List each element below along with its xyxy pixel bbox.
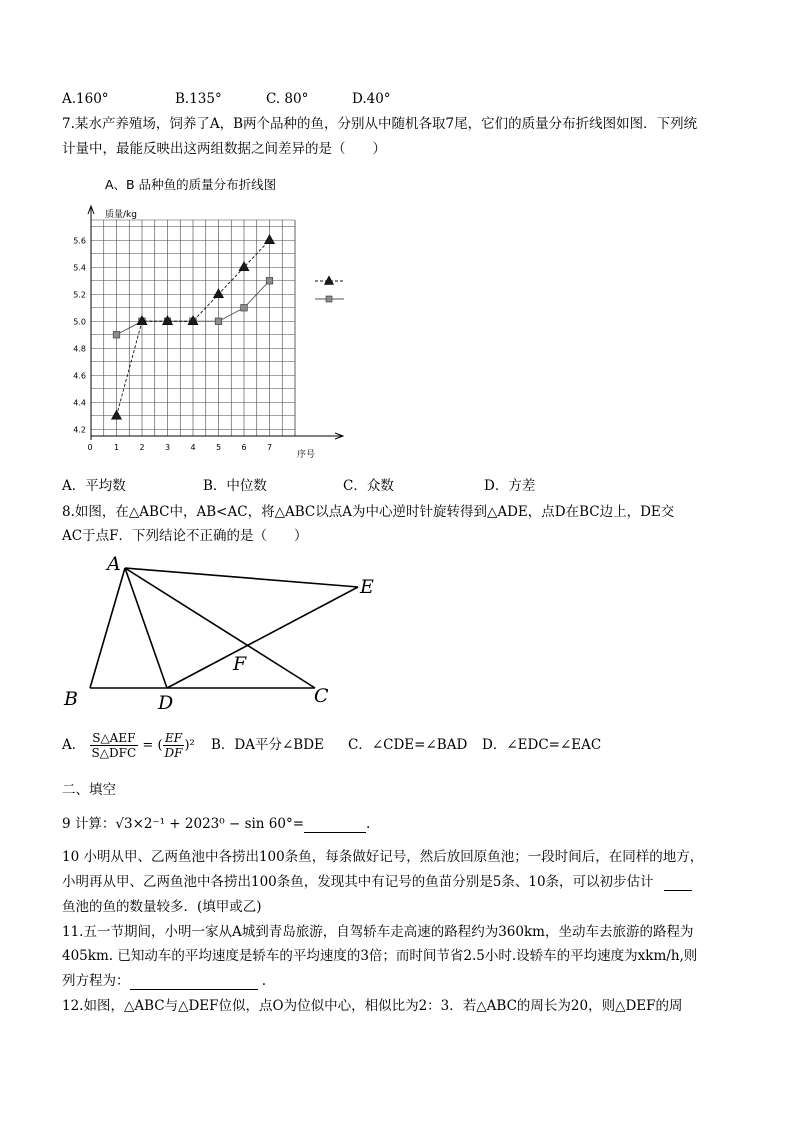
segment-ad xyxy=(125,568,167,688)
chart-title: A、B 品种鱼的质量分布折线图 xyxy=(105,177,277,192)
q8-option-b: B．DA平分∠BDE xyxy=(211,737,324,753)
label-f: F xyxy=(233,653,247,675)
q9-answer-blank[interactable] xyxy=(304,832,366,833)
y-tick-label: 4.4 xyxy=(73,398,86,408)
q11-line3-end: . xyxy=(261,973,267,989)
section-heading: 二、填空 xyxy=(62,782,116,798)
q6-option-a: A.160° xyxy=(62,91,109,107)
series-b-point xyxy=(215,318,222,325)
segment-ac xyxy=(125,568,315,688)
label-a: A xyxy=(107,553,121,575)
q8-option-a-prefix: A． xyxy=(62,737,86,753)
q10-line3: 鱼池的鱼的数量较多．(填甲或乙) xyxy=(62,899,262,915)
chart-xlabel: 序号 xyxy=(297,450,316,460)
q8-option-a-rhs-num: EF xyxy=(163,731,185,746)
y-tick-label: 4.8 xyxy=(73,344,86,354)
q7-option-a: A．平均数 xyxy=(62,478,126,494)
segment-de xyxy=(167,587,358,688)
x-tick-label: 1 xyxy=(113,443,120,452)
q9-line: 9 计算：√3×2⁻¹ + 2023⁰ − sin 60°= . xyxy=(62,816,371,832)
segment-ae xyxy=(125,568,358,587)
q11-answer-blank[interactable] xyxy=(130,989,258,990)
q10-line2: 小明再从甲、乙两鱼池中各捞出100条鱼，发现其中有记号的鱼苗分别是5条、10条，可以初步估计 xyxy=(62,874,654,890)
q10-line2-wrap xyxy=(62,873,692,891)
q7-option-d: D．方差 xyxy=(484,478,536,494)
q9-text: 9 计算：√3×2⁻¹ + 2023⁰ − sin 60°= xyxy=(62,816,305,832)
q6-option-b: B.135° xyxy=(175,91,222,107)
q11-line1: 11.五一节期间，小明一家从A城到青岛旅游，自驾轿车走高速的路程约为360km，坐动车去旅游的路程为 xyxy=(62,924,694,940)
y-tick-label: 5.2 xyxy=(73,290,86,300)
x-tick-label: 3 xyxy=(164,443,171,452)
y-tick-label: 5.0 xyxy=(73,317,86,327)
legend-b-marker xyxy=(326,296,332,302)
q8-option-d: D．∠EDC=∠EAC xyxy=(482,737,602,753)
q11-line3-wrap xyxy=(62,972,266,990)
y-tick-label: 4.6 xyxy=(73,371,86,381)
x-tick-label: 2 xyxy=(139,443,145,452)
series-a-point xyxy=(265,235,275,244)
q11-line2: 405km. 已知动车的平均速度是轿车的平均速度的3倍；而时间节省2.5小时.设轿车的平均速度为xkm/h,则 xyxy=(62,948,698,964)
label-d: D xyxy=(158,692,174,713)
q11-line3: 列方程为： xyxy=(62,973,130,989)
q7-option-b: B．中位数 xyxy=(203,478,267,494)
series-a-point xyxy=(112,410,122,419)
x-tick-label: 6 xyxy=(241,443,247,452)
y-tick-label: 5.6 xyxy=(73,236,86,246)
q8-stem-line1: 8.如图，在△ABC中，AB<AC，将△ABC以点A为中心逆时针旋转得到△ADE，点D在BC边上，DE交 xyxy=(62,504,675,520)
label-c: C xyxy=(314,685,329,707)
q8-option-a-lhs-num: S△AEF xyxy=(90,731,139,746)
q8-option-a: A． $\frac{\text{S△AEF}}{\text{S△DFC}}$ = ( $\frac{EF}{DF}$ )² xyxy=(62,731,195,760)
q7-stem-line2: 计量中，最能反映出这两组数据之间差异的是（ ） xyxy=(62,141,386,157)
legend-a-marker xyxy=(325,276,334,285)
q12-line1: 12.如图，△ABC与△DEF位似，点O为位似中心，相似比为2：3．若△ABC的周长为20，则△DEF的周 xyxy=(62,998,683,1014)
x-tick-label: 5 xyxy=(215,443,222,452)
q10-answer-blank[interactable] xyxy=(664,890,692,891)
q10-line1: 10 小明从甲、乙两鱼池中各捞出100条鱼，每条做好记号，然后放回原鱼池；一段时间后，在同样的地方， xyxy=(62,849,704,865)
q6-option-d: D.40° xyxy=(352,91,391,107)
triangle-figure xyxy=(60,548,390,713)
series-b-point xyxy=(113,331,120,338)
x-tick-label: 4 xyxy=(190,443,196,452)
y-tick-label: 4.2 xyxy=(73,425,86,435)
fish-mass-line-chart xyxy=(60,168,360,468)
series-a-point xyxy=(239,262,249,271)
x-tick-label: 0 xyxy=(87,443,93,452)
x-tick-label: 7 xyxy=(266,443,273,452)
label-e: E xyxy=(360,576,374,598)
label-b: B xyxy=(64,688,78,710)
q8-option-a-rhs-den: DF xyxy=(164,746,183,760)
q6-option-c: C. 80° xyxy=(266,91,309,107)
q8-stem-line2: AC于点F．下列结论不正确的是（ ） xyxy=(62,528,308,544)
series-b-point xyxy=(266,277,273,284)
q7-option-c: C．众数 xyxy=(343,478,394,494)
chart-ylabel: 质量/kg xyxy=(105,210,137,220)
series-b-point xyxy=(241,304,248,311)
segment-ab xyxy=(90,568,125,688)
q8-option-c: C．∠CDE=∠BAD xyxy=(348,737,468,753)
y-tick-label: 5.4 xyxy=(73,263,86,273)
q8-option-a-lhs-den: S△DFC xyxy=(91,746,137,760)
q7-stem-line1: 7.某水产养殖场，饲养了A，B两个品种的鱼，分别从中随机各取7尾，它们的质量分布折线图如图．下列统 xyxy=(62,116,698,132)
